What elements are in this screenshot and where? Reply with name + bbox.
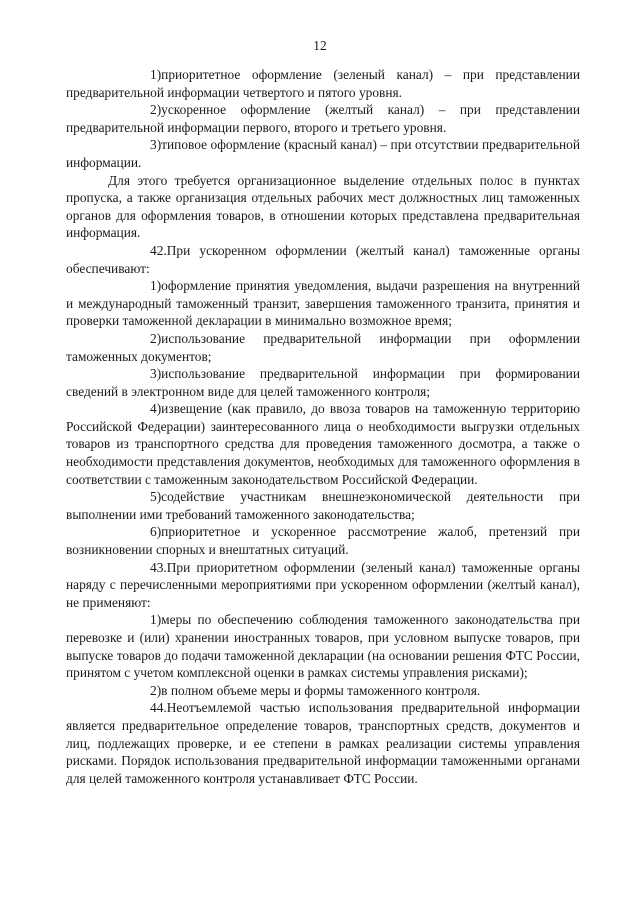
paragraph-text: меры по обеспечению соблюдения таможенного законодательства при перевозке и (или) хранении иностранных товаров, при условном выпуске товаров, при выпуске товаров до подачи таможенной декларации (на основании решения ФТС России, принятом с учетом комплексной оценки в рамках системы управления рисками);	[66, 612, 580, 681]
paragraph	[66, 523, 580, 558]
section-number: 42.	[150, 242, 167, 258]
paragraph-text: в полном объеме меры и формы таможенного контроля.	[161, 682, 481, 698]
paragraph	[66, 101, 580, 136]
paragraph	[66, 66, 580, 101]
paragraph	[66, 277, 580, 330]
paragraph-number: 1)	[150, 67, 162, 82]
paragraph-text: использование предварительной информации при оформлении таможенных документов;	[66, 330, 580, 364]
paragraph-text: Неотъемлемой частью использования предварительной информации является предварительное определение товаров, транспортных средств, документов и лиц, подлежащих проверке, и ее степени в рамках реализации системы управления рисками. Порядок использования предварительной информации таможенными органами для целей таможенного контроля устанавливает ФТС России.	[66, 700, 580, 786]
paragraph	[66, 488, 580, 523]
paragraph-number: 4)	[150, 401, 162, 417]
paragraph	[66, 400, 580, 488]
paragraph-text: использование предварительной информации при формировании сведений в электронном виде для целей таможенного контроля;	[66, 366, 580, 399]
paragraph-text: приоритетное и ускоренное рассмотрение жалоб, претензий при возникновении спорных и внештатных ситуаций.	[66, 524, 580, 558]
paragraph-number: 3)	[150, 137, 162, 153]
paragraph	[66, 611, 580, 681]
paragraph-number: 2)	[150, 330, 162, 346]
paragraph-text: извещение (как правило, до ввоза товаров на таможенную территорию Российской Федерации) заинтересованного лица о необходимости выгрузки отдельных товаров из транспортного средства для проведения таможенного досмотра, а также о необходимости представления документов, необходимых для таможенного оформления в соответствии с таможенным законодательством Российской Федерации.	[66, 401, 580, 487]
paragraph	[66, 682, 580, 700]
paragraph-number: 5)	[150, 489, 162, 505]
document-body	[66, 66, 580, 787]
paragraph-number: 1)	[150, 278, 162, 294]
paragraph-text: При приоритетном оформлении (зеленый канал) таможенные органы наряду с перечисленными мероприятиями при ускоренном оформлении (желтый канал), не применяют:	[66, 559, 580, 610]
paragraph	[66, 365, 580, 400]
page-number: 12	[313, 38, 327, 53]
paragraph	[66, 136, 580, 171]
paragraph	[66, 330, 580, 365]
paragraph-text: приоритетное оформление (зеленый канал) – при представлении предварительной информации четвертого и пятого уровня.	[66, 67, 580, 100]
paragraph-text: содействие участникам внешнеэкономической деятельности при выполнении ими требований таможенного законодательства;	[66, 489, 580, 522]
paragraph-text: При ускоренном оформлении (желтый канал) таможенные органы обеспечивают:	[66, 242, 580, 276]
paragraph-number: 2)	[150, 102, 162, 118]
paragraph-number: 6)	[150, 524, 162, 540]
section-number: 44.	[150, 700, 167, 716]
paragraph-number: 1)	[150, 612, 162, 628]
paragraph-text: типовое оформление (красный канал) – при отсутствии предварительной информации.	[66, 137, 580, 170]
section-number: 43.	[150, 559, 167, 575]
section-paragraph	[66, 242, 580, 277]
paragraph-number: 3)	[150, 366, 162, 382]
section-paragraph	[66, 559, 580, 612]
section-paragraph	[66, 699, 580, 787]
paragraph-text: Для этого требуется организационное выделение отдельных полос в пунктах пропуска, а также организация отдельных рабочих мест должностных лиц таможенных органов для оформления товаров, в отношении которых представлена предварительная информация.	[66, 172, 580, 241]
paragraph	[66, 172, 580, 242]
paragraph-text: ускоренное оформление (желтый канал) – при представлении предварительной информации первого, второго и третьего уровня.	[66, 102, 580, 135]
paragraph-text: оформление принятия уведомления, выдачи разрешения на внутренний и международный таможенный транзит, завершения таможенного транзита, принятия и проверки таможенной декларации в минимально возможное время;	[66, 278, 580, 329]
paragraph-number: 2)	[150, 682, 162, 698]
